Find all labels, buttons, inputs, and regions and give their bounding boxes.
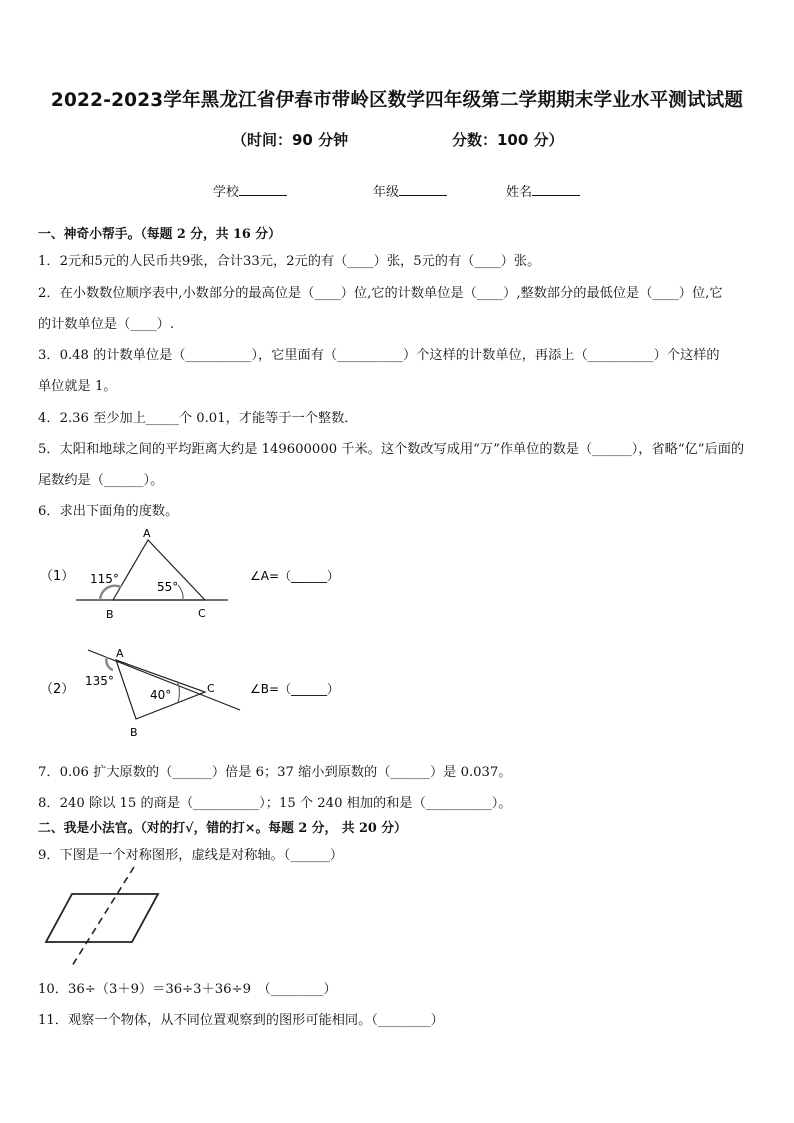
fig1-vertex-a: A xyxy=(143,527,151,540)
question-3-line2: 单位就是 1。 xyxy=(38,379,117,394)
question-5-line2: 尾数约是（______）。 xyxy=(38,473,164,488)
question-8: 8．240 除以 15 的商是（__________）；15 个 240 相加的和是（__________）。 xyxy=(38,796,512,811)
section1-heading: 一、神奇小帮手。（每题 2 分，共 16 分） xyxy=(38,227,281,242)
fig2-vertex-a: A xyxy=(116,647,124,660)
name-field xyxy=(506,181,580,200)
parallelogram-figure xyxy=(0,860,200,970)
school-field xyxy=(213,181,287,200)
angle-figure-1 xyxy=(0,520,380,630)
grade-blank xyxy=(399,184,447,196)
question-11: 11．观察一个物体，从不同位置观察到的图形可能相同。（________） xyxy=(38,1013,444,1028)
fig1-label: （1） xyxy=(40,569,75,584)
grade-label: 年级 xyxy=(373,185,400,200)
fig1-angle-c: 55° xyxy=(157,580,179,594)
score-label: 分数：100 分） xyxy=(452,131,564,149)
fig1-answer: ∠A=（______） xyxy=(250,569,340,583)
fig1-angle-ext: 115° xyxy=(90,572,119,586)
fig2-answer: ∠B=（______） xyxy=(250,682,340,696)
fig2-angle-c: 40° xyxy=(150,688,172,702)
school-label: 学校 xyxy=(213,185,240,200)
question-1: 1．2元和5元的人民币共9张，合计33元，2元的有（____）张，5元的有（____）张。 xyxy=(38,254,541,269)
question-2-line2: 的计数单位是（____）. xyxy=(38,317,175,332)
name-blank xyxy=(532,184,580,196)
symmetry-axis xyxy=(72,867,134,966)
angle-figure-2 xyxy=(0,640,380,750)
school-blank xyxy=(239,184,287,196)
question-9: 9．下图是一个对称图形，虚线是对称轴。（______） xyxy=(38,848,344,863)
fig2-angle-ext: 135° xyxy=(85,674,114,688)
question-7: 7．0.06 扩大原数的（______）倍是 6；37 缩小到原数的（______）是 0.037。 xyxy=(38,765,512,780)
question-5-line1: 5．太阳和地球之间的平均距离大约是 149600000 千米。这个数改写成用“万”作单位的数是（______），省略“亿”后面的 xyxy=(38,442,745,457)
section2-heading: 二、我是小法官。（对的打√，错的打×。每题 2 分， 共 20 分） xyxy=(38,821,407,836)
fig2-vertex-c: C xyxy=(207,682,215,695)
question-6: 6．求出下面角的度数。 xyxy=(38,504,179,519)
question-4: 4．2.36 至少加上_____个 0.01，才能等于一个整数． xyxy=(38,411,358,426)
name-label: 姓名 xyxy=(506,185,533,200)
time-label: （时间：90 分钟 xyxy=(232,131,349,149)
fig1-c-arc xyxy=(178,585,183,600)
question-10: 10．36÷（3＋9）＝36÷3＋36÷9 （________） xyxy=(38,982,337,997)
fig2-c-arc xyxy=(177,681,179,702)
fig2-label: （2） xyxy=(40,682,75,697)
fig1-vertex-b: B xyxy=(106,608,114,621)
page-title: 2022-2023学年黑龙江省伊春市带岭区数学四年级第二学期期末学业水平测试试题 xyxy=(50,90,744,111)
question-3-line1: 3．0.48 的计数单位是（__________），它里面有（__________）个这样的计数单位，再添上（__________）个这样的 xyxy=(38,348,720,363)
fig1-vertex-c: C xyxy=(198,607,206,620)
grade-field xyxy=(373,181,447,200)
fig2-vertex-b: B xyxy=(130,726,138,739)
question-2-line1: 2．在小数数位顺序表中,小数部分的最高位是（____）位,它的计数单位是（____）,整数部分的最低位是（____）位,它 xyxy=(38,286,723,301)
